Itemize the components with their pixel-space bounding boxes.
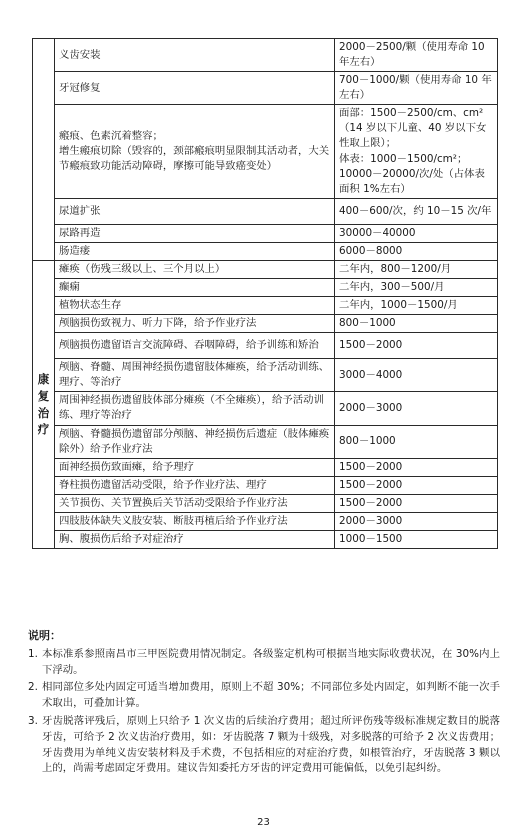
table-row — [33, 242, 498, 260]
item-cell: 瘢痕、色素沉着整容； 增生瘢痕切除（毁容的，颈部瘢痕明显限制其活动者，大关节瘢痕致功能活动障碍，摩擦可能导致癌变处） — [55, 105, 335, 198]
fee-cell: 1000－1500 — [335, 531, 498, 549]
table-row — [33, 494, 498, 512]
table-row — [33, 297, 498, 315]
item-cell: 尿道扩张 — [55, 198, 335, 224]
table-row — [33, 198, 498, 224]
fee-cell: 1500－2000 — [335, 458, 498, 476]
table-row — [33, 260, 498, 278]
fee-cell: 面部：1500－2500/cm、cm²（14 岁以下儿童、40 岁以下女性取上限）； 体表：1000－1500/cm²； 10000－20000/次/处（占体表面积 1%左右） — [335, 105, 498, 198]
note-number: 2. — [28, 681, 38, 694]
table-row — [33, 333, 498, 359]
note-text: 相同部位多处内固定可适当增加费用，原则上不超 30%；不同部位多处内固定，如判断不能一次手术取出，可叠加计算。 — [42, 681, 500, 710]
fee-cell: 700－1000/颗（使用寿命 10 年左右） — [335, 72, 498, 105]
table-row — [33, 224, 498, 242]
item-cell: 尿路再造 — [55, 224, 335, 242]
fee-cell: 2000－3000 — [335, 512, 498, 530]
table-row — [33, 359, 498, 392]
fee-cell: 30000－40000 — [335, 224, 498, 242]
fee-cell: 800－1000 — [335, 315, 498, 333]
category-label: 康复治疗 — [37, 372, 50, 437]
notes-title: 说明： — [28, 629, 61, 642]
item-cell: 四肢肢体缺失义肢安装、断肢再植后给予作业疗法 — [55, 512, 335, 530]
fee-table — [32, 38, 498, 549]
fee-table-body — [33, 39, 498, 549]
fee-cell: 二年内，800－1200/月 — [335, 260, 498, 278]
notes-section — [28, 628, 500, 779]
item-cell: 关节损伤、关节置换后关节活动受限给予作业疗法 — [55, 494, 335, 512]
table-row — [33, 425, 498, 458]
item-cell: 颅脑、脊髓损伤遗留部分颅脑、神经损伤后遗症（肢体瘫痪除外）给予作业疗法 — [55, 425, 335, 458]
category-cell — [33, 39, 55, 261]
table-row — [33, 39, 498, 72]
fee-cell: 1500－2000 — [335, 476, 498, 494]
category-cell — [33, 260, 55, 548]
table-row — [33, 531, 498, 549]
fee-cell: 2000－2500/颗（使用寿命 10 年左右） — [335, 39, 498, 72]
fee-cell: 二年内，300－500/月 — [335, 279, 498, 297]
table-row — [33, 512, 498, 530]
fee-cell: 2000－3000 — [335, 392, 498, 425]
item-cell: 瘫痪（伤残三级以上、三个月以上） — [55, 260, 335, 278]
table-row — [33, 279, 498, 297]
item-cell: 面神经损伤致面瘫，给予理疗 — [55, 458, 335, 476]
item-cell: 颅脑损伤遗留语言交流障碍、吞咽障碍，给予训练和矫治 — [55, 333, 335, 359]
table-row — [33, 72, 498, 105]
item-cell: 植物状态生存 — [55, 297, 335, 315]
item-cell: 颅脑、脊髓、周围神经损伤遗留肢体瘫痪，给予活动训练、理疗、等治疗 — [55, 359, 335, 392]
note-item — [28, 714, 500, 777]
note-number: 3. — [28, 714, 38, 727]
fee-cell: 800－1000 — [335, 425, 498, 458]
fee-cell: 1500－2000 — [335, 333, 498, 359]
item-cell: 胸、腹损伤后给予对症治疗 — [55, 531, 335, 549]
table-row — [33, 476, 498, 494]
fee-cell: 1500－2000 — [335, 494, 498, 512]
note-item — [28, 647, 500, 679]
table-row — [33, 315, 498, 333]
item-cell: 周围神经损伤遗留肢体部分瘫痪（不全瘫痪），给予活动训练、理疗等治疗 — [55, 392, 335, 425]
note-item — [28, 680, 500, 712]
item-cell: 牙冠修复 — [55, 72, 335, 105]
note-text: 本标准系参照南昌市三甲医院费用情况制定。各级鉴定机构可根据当地实际收费状况，在 30%内上下浮动。 — [42, 647, 500, 676]
page-number: 23 — [257, 817, 270, 828]
item-cell: 癫痫 — [55, 279, 335, 297]
table-row — [33, 458, 498, 476]
item-cell: 脊柱损伤遗留活动受限，给予作业疗法、理疗 — [55, 476, 335, 494]
fee-cell: 3000－4000 — [335, 359, 498, 392]
item-cell: 肠造瘘 — [55, 242, 335, 260]
note-text: 牙齿脱落评残后，原则上只给予 1 次义齿的后续治疗费用；超过所评伤残等级标准规定数目的脱落牙齿，可给予 2 次义齿治疗费用，如：牙齿脱落 7 颗为十级残，对多脱落的可给予 2 次义齿费用；牙齿费用为单纯义齿安装材料及手术费，不包括相应的对症治疗费，如根管治疗，牙齿脱落 3 颗以上的，尚需考虑固定牙费用。建议告知委托方牙齿的评定费用可能偏低，以免引起纠纷。 — [42, 714, 500, 775]
fee-cell: 400－600/次，约 10－15 次/年 — [335, 198, 498, 224]
note-number: 1. — [28, 647, 38, 660]
item-cell: 颅脑损伤致视力、听力下降，给予作业疗法 — [55, 315, 335, 333]
table-row — [33, 392, 498, 425]
table-row — [33, 105, 498, 198]
item-cell: 义齿安装 — [55, 39, 335, 72]
fee-cell: 6000－8000 — [335, 242, 498, 260]
notes-list — [28, 647, 500, 778]
fee-cell: 二年内，1000－1500/月 — [335, 297, 498, 315]
